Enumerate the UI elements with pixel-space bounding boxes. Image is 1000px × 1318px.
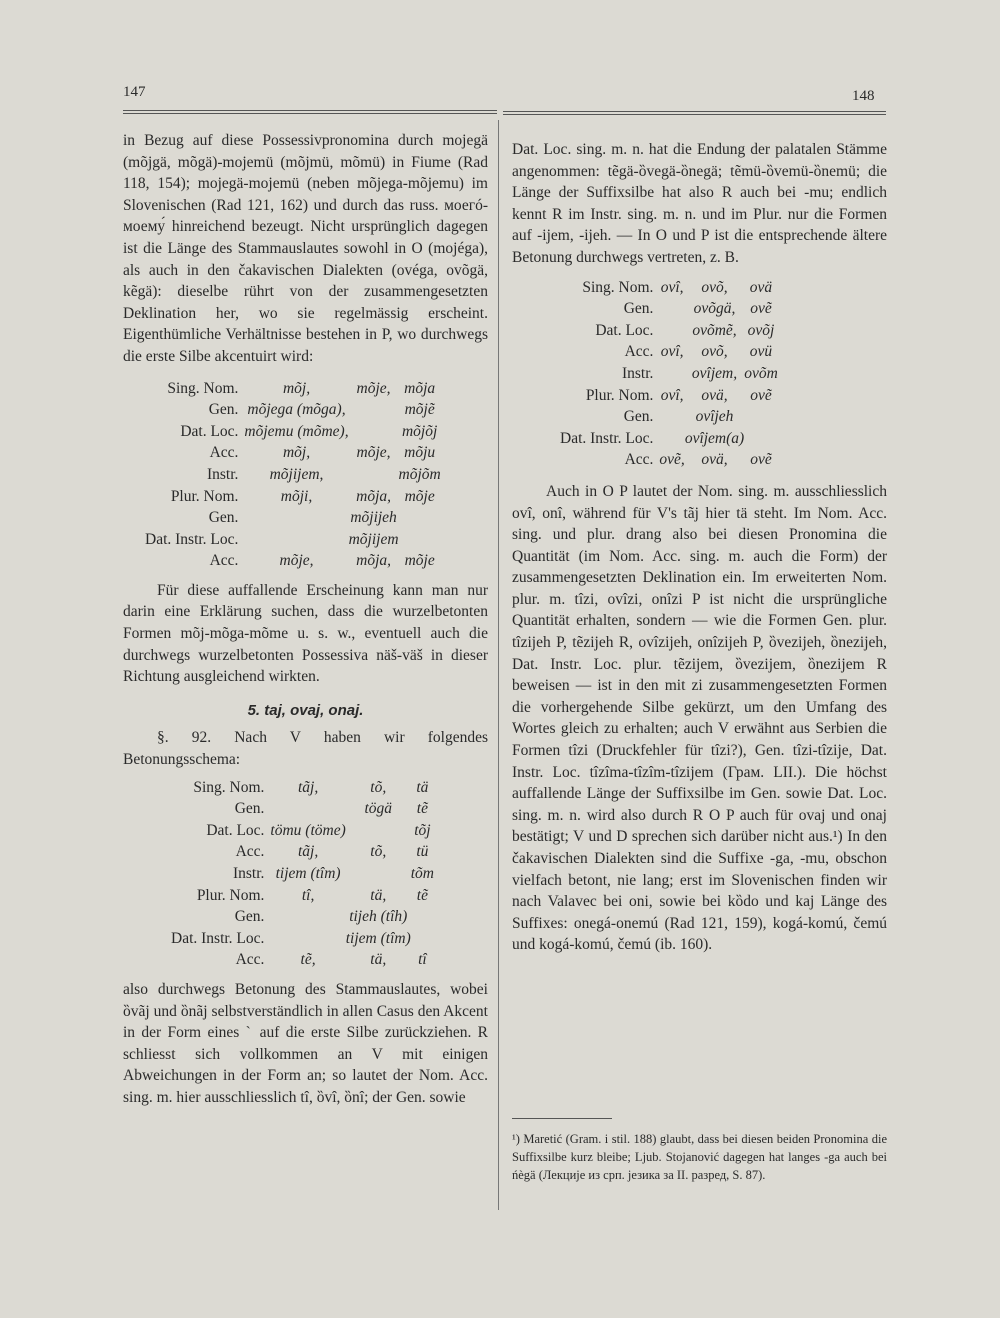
form-c3: tü xyxy=(416,843,429,861)
form-c1: mõjega (mõga), xyxy=(247,401,346,419)
case-label: Acc. xyxy=(624,451,654,469)
case-label: Instr. xyxy=(621,364,654,382)
case-label: Acc. xyxy=(209,444,239,462)
form-c3: ovõj xyxy=(747,321,775,339)
form-c3 xyxy=(411,928,434,950)
paradigm-row xyxy=(171,928,434,950)
page-number-right: 148 xyxy=(852,88,875,104)
case-label: Dat. Loc. xyxy=(180,422,239,440)
case-label: Plur. Nom. xyxy=(170,487,239,505)
form-c1 xyxy=(244,529,348,551)
form-c2: ovä, xyxy=(701,386,728,404)
form-c1: mõjijem, xyxy=(269,465,324,483)
case-label: Instr. xyxy=(206,465,239,483)
paradigm-row xyxy=(560,320,778,342)
paradigm-row xyxy=(145,486,441,508)
form-c3: mõju xyxy=(404,444,436,462)
form-c1: tẽ, xyxy=(300,951,316,969)
form-c2: ovõgä, xyxy=(693,300,736,318)
form-c3 xyxy=(744,406,778,428)
left-column xyxy=(123,130,488,1109)
form-c1: mõje, xyxy=(279,552,314,570)
case-label: Dat. Instr. Loc. xyxy=(560,429,654,447)
form-c3: mõja xyxy=(404,379,436,397)
form-c1: tãj, xyxy=(297,778,319,796)
case-label: Gen. xyxy=(208,401,239,419)
form-c3 xyxy=(411,906,434,928)
case-label: Gen. xyxy=(208,509,239,527)
form-c2: mõjijem xyxy=(348,530,399,548)
form-c2: ovõ, xyxy=(701,343,728,361)
footnote: ¹) Maretić (Gram. i stil. 188) glaubt, dass bei diesen beiden Pronomina die Suffixsilbe kurz bleibe; Ljub. Stojanović dagegen hat langes -ga auch bei ńègä (Лекције из срп. језика за II. разред, S. 87). xyxy=(512,1132,887,1182)
form-c3: mõjẽ xyxy=(404,401,435,419)
paradigm-row xyxy=(560,277,778,299)
form-c2 xyxy=(346,863,411,885)
form-c3: ovä xyxy=(749,278,773,296)
column-divider xyxy=(498,120,499,1210)
form-c3 xyxy=(399,529,441,551)
paradigm-row xyxy=(145,464,441,486)
paradigm-row xyxy=(560,298,778,320)
left-paragraph-3: §. 92. Nach V haben wir folgendes Betonungsschema: xyxy=(123,729,488,769)
form-c1: tãj, xyxy=(297,843,319,861)
form-c2: tijem (tîm) xyxy=(345,929,411,947)
paradigm-table-ovi xyxy=(560,277,778,471)
paradigm-row xyxy=(145,399,441,421)
form-c3 xyxy=(399,507,441,529)
form-c1: ovẽ, xyxy=(659,451,685,469)
paradigm-row xyxy=(171,949,434,971)
form-c2: tõ, xyxy=(370,778,387,796)
form-c1 xyxy=(659,363,684,385)
right-paragraph-1: Dat. Loc. sing. m. n. hat die Endung der palatalen Stämme angenommen: tẽgä-ȍvegä-ȍnegä; tẽmü-ȍvemü-ȍnemü; die Länge der Suffixsilbe hat also R auch bei -mu; endlich kennt R im Instr. sing. m. n. und im Plur. nur die Formen auf -ijem, -ijeh. — In O und P ist die entsprechende ältere Betonung durchwegs vertreten, z. B. xyxy=(512,141,887,266)
form-c3 xyxy=(744,428,778,450)
header-rule-right-2 xyxy=(503,114,886,115)
paradigm-row xyxy=(171,841,434,863)
paradigm-row xyxy=(145,421,441,443)
form-c1 xyxy=(244,507,348,529)
form-c2: mõja, xyxy=(356,552,391,570)
paradigm-row xyxy=(560,363,778,385)
paradigm-row xyxy=(171,863,434,885)
form-c1: mõjemu (mõme), xyxy=(244,422,349,440)
form-c1: tî, xyxy=(301,886,315,904)
case-label: Dat. Loc. xyxy=(595,321,654,339)
form-c1 xyxy=(659,428,684,450)
case-label: Acc. xyxy=(209,552,239,570)
footnote-rule xyxy=(512,1118,612,1119)
form-c3: ovü xyxy=(749,343,773,361)
form-c2: ovîjeh xyxy=(695,408,734,426)
form-c3: tẽ xyxy=(416,886,428,904)
form-c2: tä, xyxy=(370,886,387,904)
form-c2: ovîjem(a) xyxy=(684,429,745,447)
case-label: Sing. Nom. xyxy=(193,778,265,796)
case-label: Dat. Loc. xyxy=(206,821,265,839)
form-c1 xyxy=(270,906,345,928)
form-c2: ovä, xyxy=(701,451,728,469)
left-paragraph-2: Für diese auffallende Erscheinung kann man nur darin eine Erklärung suchen, dass die wurzelbetonten Formen mõj-mõga-mõme u. s. w., eventuell auch die durchwegs wurzelbetonten Possessiva näš-väš in dieser Richtung ausgleichend wirkten. xyxy=(123,581,488,686)
case-label: Acc. xyxy=(235,843,265,861)
left-paragraph-4: also durchwegs Betonung des Stammauslautes, wobei ȍvãj und ȍnãj selbstverständlich in allen Casus den Akcent in der Form eines ˋ auf die erste Silbe zurückziehen. R schliesst sich vollkommen an V mit einigen Abweichungen in der Form an; so lautet der Nom. Acc. sing. m. hier ausschliesslich tî, ȍvî, ȍnî; der Gen. sowie xyxy=(123,980,488,1106)
form-c1: mõj, xyxy=(282,379,311,397)
paradigm-row xyxy=(145,442,441,464)
case-label: Plur. Nom. xyxy=(585,386,654,404)
form-c3: ovẽ xyxy=(750,300,772,318)
form-c3: tä xyxy=(416,778,429,796)
form-c1 xyxy=(659,320,684,342)
case-label: Gen. xyxy=(234,800,265,818)
paradigm-row xyxy=(145,507,441,529)
form-c3: tẽ xyxy=(416,800,428,818)
form-c2: tögä xyxy=(364,800,393,818)
paradigm-row xyxy=(145,529,441,551)
paradigm-row xyxy=(560,406,778,428)
case-label: Dat. Instr. Loc. xyxy=(145,530,239,548)
paradigm-row xyxy=(560,385,778,407)
paradigm-row xyxy=(145,550,441,572)
paradigm-row xyxy=(171,777,434,799)
paradigm-table-moj xyxy=(145,378,441,572)
case-label: Gen. xyxy=(234,908,265,926)
form-c2: ovõ, xyxy=(701,278,728,296)
form-c1 xyxy=(659,298,684,320)
case-label: Acc. xyxy=(235,951,265,969)
right-column xyxy=(512,139,887,956)
paradigm-row xyxy=(171,798,434,820)
case-label: Instr. xyxy=(232,865,265,882)
form-c1 xyxy=(659,406,684,428)
form-c3: ovõm xyxy=(744,364,778,382)
paradigm-row xyxy=(560,341,778,363)
form-c3: tõj xyxy=(414,821,431,839)
form-c2: mõja, xyxy=(356,487,391,505)
form-c1: mõji, xyxy=(280,487,313,505)
form-c1: ovî, xyxy=(660,386,684,404)
left-paragraph-1: in Bezug auf diese Possessivpronomina durch mojegä (mõjgä, mõgä)-mojemü (mõjmü, mõmü) in Fiume (Rad 118, 154); mojegä-mojemü (neben mõjega-mõjemu) im Slovenischen (Rad 121, 162) und durch das russ. моегó-моему́ hinreichend bezeugt. Nicht ursprünglich dagegen ist die Länge des Stammauslautes sowohl in O (mojéga), als auch in den čakavischen Dialekten (ovéga, ovõgä, kẽgä): dieselbe rührt von der zusammengesetzten Deklination her, wo sie regelmässig erscheint. Eigenthümliche Verhältnisse bestehen in P, wo durchwegs die erste Silbe akcentuirt wird: xyxy=(123,132,488,365)
paradigm-row xyxy=(145,378,441,400)
section-heading: 5. taj, ovaj, onaj. xyxy=(247,701,364,719)
paradigm-row xyxy=(560,449,778,471)
form-c1: ovî, xyxy=(660,278,684,296)
form-c1 xyxy=(270,928,345,950)
form-c1: mõj, xyxy=(282,444,311,462)
case-label: Sing. Nom. xyxy=(167,379,239,397)
form-c3: ovẽ xyxy=(750,386,772,404)
form-c2: mõje, xyxy=(356,379,391,397)
form-c1 xyxy=(270,798,345,820)
paradigm-row xyxy=(171,885,434,907)
right-paragraph-2: Auch in O P lautet der Nom. sing. m. ausschliesslich ovî, onî, während für V's tãj hier tä steht. Im Nom. Acc. sing. und plur. drang also bei diesen Pronomina die Quantität (im Nom. Acc. sing. m. auch die Form) der zusammengesetzten Deklination ein. Im erweiterten Nom. plur. m. tîzi, ovîzi, onîzi P ist nicht die ursprüngliche Quantität erhalten, sondern — wie die Formen Gen. plur. tîzijeh P, tẽzijeh R, ovîzijeh, onîzijeh P, ȍvezijeh, ȍnezijeh, Dat. Instr. Loc. plur. tẽzijem, ȍvezijem, ȍnezijem R beweisen — ist in den mit zi zusammengesetzten Formen die vorhergehende Silbe gekürzt, um den Umfang des Wortes gleich zu erhalten; auch V erwähnt aus Serbien die Formen tîzi (Druckfehler für tîzi?), Gen. tîzi-tîzije, Dat. Instr. Loc. tîzîma-tîzîm-tîzijem (Грам. LII.). Die höchst auffallende Länge der Suffixsilbe im Gen. sowie Dat. Loc. sing. m. n. wird also durch R O P auch für ovaj und onaj bestätigt; V und D sprechen sich darüber nicht aus.¹) In den čakavischen Dialekten sind die Suffixe -ga, -mu, obschon vielfach betont, nie lang; erst im Slovenischen finden wir nach Valavec bei oni, sowie bei kȍdo und kaj Länge des Suffixes: onegá-onemú (Rad 121, 159), kogá-komú, čemú und kogá-komú, čemú (ib. 160). xyxy=(512,482,887,954)
paradigm-row xyxy=(560,428,778,450)
form-c3: mõje xyxy=(404,487,435,505)
header-rule-left-2 xyxy=(123,113,497,114)
form-c2: mõjijeh xyxy=(350,509,397,527)
form-c2: tõ, xyxy=(370,843,387,861)
form-c1: ovî, xyxy=(660,343,684,361)
form-c3: mõje xyxy=(404,552,435,570)
form-c3: tî xyxy=(418,951,427,969)
form-c3: mõjõj xyxy=(401,422,438,440)
case-label: Dat. Instr. Loc. xyxy=(171,929,265,947)
case-label: Plur. Nom. xyxy=(196,886,265,904)
page-number-left: 147 xyxy=(123,84,146,100)
case-label: Gen. xyxy=(623,408,654,426)
form-c3: ovẽ xyxy=(750,451,772,469)
form-c2 xyxy=(349,399,399,421)
form-c2: ovîjem, xyxy=(691,364,738,382)
header-rule-left xyxy=(123,110,497,111)
case-label: Gen. xyxy=(623,300,654,318)
form-c2: tijeh (tîh) xyxy=(349,908,408,926)
form-c2: tä, xyxy=(370,951,387,969)
paradigm-row xyxy=(171,820,434,842)
case-label: Acc. xyxy=(624,343,654,361)
form-c2 xyxy=(349,464,399,486)
form-c2 xyxy=(349,421,399,443)
form-c3: mõjõm xyxy=(398,465,441,483)
form-c1: tijem (tîm) xyxy=(275,865,341,882)
form-c3: tõm xyxy=(410,865,434,882)
form-c2: ovõmẽ, xyxy=(692,321,737,339)
form-c2: mõje, xyxy=(356,444,391,462)
form-c1: tömu (töme) xyxy=(270,821,346,839)
form-c2 xyxy=(346,820,411,842)
case-label: Sing. Nom. xyxy=(582,278,654,296)
paradigm-row xyxy=(171,906,434,928)
paradigm-table-taj xyxy=(171,777,434,971)
header-rule-right xyxy=(503,111,886,112)
